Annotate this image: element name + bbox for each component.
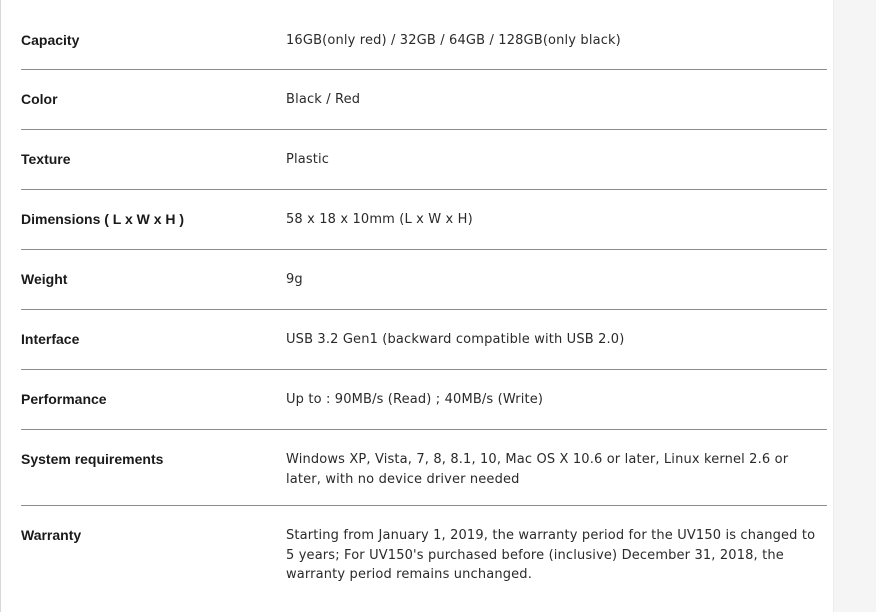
spec-row-system-requirements xyxy=(21,430,827,506)
spec-row-dimensions xyxy=(21,190,827,250)
spec-value: 16GB(only red) / 32GB / 64GB / 128GB(only black) xyxy=(286,33,621,48)
spec-value: 58 x 18 x 10mm (L x W x H) xyxy=(286,212,473,227)
spec-row-color xyxy=(21,70,827,130)
spec-row-warranty xyxy=(21,506,827,590)
spec-value: Windows XP, Vista, 7, 8, 8.1, 10, Mac OS X 10.6 or later, Linux kernel 2.6 or later, with no device driver needed xyxy=(286,452,789,487)
spec-label: System requirements xyxy=(21,451,164,467)
spec-label: Color xyxy=(21,91,58,107)
spec-value: Plastic xyxy=(286,152,330,167)
spec-value: Up to : 90MB/s (Read) ; 40MB/s (Write) xyxy=(286,392,544,407)
spec-value: Starting from January 1, 2019, the warranty period for the UV150 is changed to 5 years; For UV150's purchased before (inclusive) December 31, 2018, the warranty period remains unchanged. xyxy=(286,528,816,582)
spec-value: USB 3.2 Gen1 (backward compatible with USB 2.0) xyxy=(286,332,625,347)
spec-row-interface xyxy=(21,310,827,370)
spec-row-capacity xyxy=(21,10,827,70)
specification-table xyxy=(21,10,827,590)
spec-label: Weight xyxy=(21,271,68,287)
spec-label: Texture xyxy=(21,151,71,167)
spec-value: 9g xyxy=(286,272,303,287)
spec-row-performance xyxy=(21,370,827,430)
spec-label: Performance xyxy=(21,391,107,407)
spec-label: Interface xyxy=(21,331,80,347)
spec-label: Dimensions ( L x W x H ) xyxy=(21,211,185,227)
spec-label: Capacity xyxy=(21,32,80,48)
spec-row-texture xyxy=(21,130,827,190)
spec-label: Warranty xyxy=(21,527,82,543)
spec-value: Black / Red xyxy=(286,92,361,107)
spec-row-weight xyxy=(21,250,827,310)
